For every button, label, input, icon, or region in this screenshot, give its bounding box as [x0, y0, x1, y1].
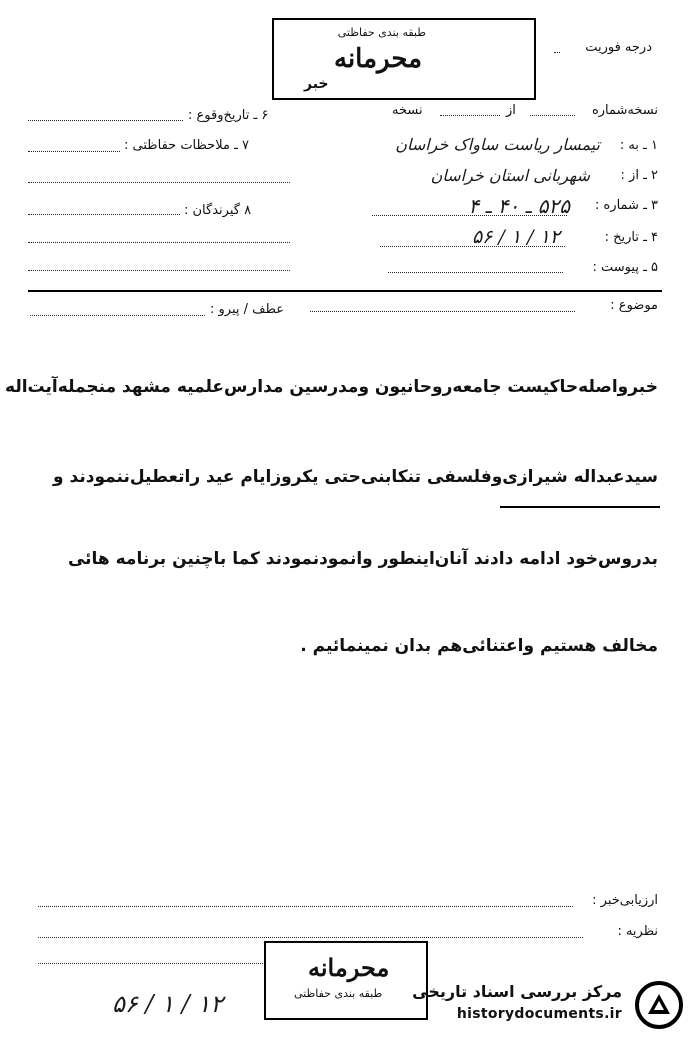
- number-value: ۵۲۵ ـ ۴۰ ـ ۴: [468, 194, 570, 218]
- stamp-bottom-sub: طبقه بندی حفاظتی: [294, 987, 383, 1000]
- subject-line: [310, 311, 575, 312]
- to-value: تیمسار ریاست ساواک خراسان: [395, 135, 600, 154]
- priority-label: درجه فوریت: [585, 40, 652, 55]
- copy-number-line: [530, 115, 575, 116]
- watermark: [405, 978, 690, 1033]
- date-line: [380, 246, 565, 247]
- handwritten-date: ۱۲ / ۱ / ۵۶: [112, 990, 224, 1018]
- attachment-label: ۵ ـ پیوست :: [592, 260, 658, 275]
- number-line: [372, 215, 567, 216]
- copy-number-label: نسخه‌شماره: [591, 103, 658, 118]
- security-notes-label: ۷ ـ ملاحظات حفاظتی :: [124, 138, 249, 153]
- body-line-3: بدروس‌خود ادامه دادند آنان‌اینطور وانمودنمودند کما باچنین برنامه هائی: [67, 549, 658, 569]
- security-notes-line2: [28, 182, 290, 183]
- subject-label: موضوع :: [610, 298, 658, 313]
- archive-logo-icon: [634, 980, 684, 1030]
- body-line-1: خبرواصله‌حاکیست جامعه‌روحانیون ومدرسین مدارس‌علمیه مشهد منجمله‌آیت‌اله: [5, 377, 658, 397]
- recipients-line3: [28, 270, 290, 271]
- copy-label: نسخه: [392, 103, 423, 118]
- from-line: [440, 115, 500, 116]
- opinion-label: نظریه :: [617, 924, 658, 939]
- header-divider: [28, 290, 662, 292]
- classification-stamp-bottom: [264, 941, 428, 1020]
- number-label: ۳ ـ شماره :: [594, 198, 658, 213]
- body-line-4: مخالف هستیم واعتنائی‌هم بدان نمینمائیم .: [300, 636, 658, 656]
- stamp-top-sub: خبر: [304, 76, 329, 92]
- stamp-bottom-main: محرمانه: [308, 953, 390, 982]
- classification-label: طبقه بندی حفاظتی: [337, 26, 426, 39]
- event-date-line: [28, 120, 183, 121]
- date-value: ۱۲ / ۱ / ۵۶: [471, 226, 560, 248]
- sender-value: شهربانی استان خراسان: [430, 166, 590, 185]
- date-label: ۴ ـ تاریخ :: [604, 230, 658, 245]
- opinion-line1: [38, 937, 583, 938]
- from-label: از: [506, 103, 516, 118]
- stamp-top-main: محرمانه: [334, 44, 423, 74]
- classification-stamp-top: [272, 18, 536, 100]
- body-underline: [500, 506, 660, 508]
- watermark-title: مرکز بررسی اسناد تاریخی: [412, 982, 622, 1001]
- watermark-url: historydocuments.ir: [456, 1006, 622, 1022]
- reference-label: عطف / پیرو :: [210, 302, 285, 317]
- opinion-line2: [38, 963, 263, 964]
- security-notes-line1: [28, 151, 120, 152]
- priority-line: [554, 52, 560, 53]
- recipients-line1: [28, 214, 180, 215]
- reference-line: [30, 315, 205, 316]
- evaluation-label: ارزیابی‌خبر :: [592, 893, 658, 908]
- event-date-label: ۶ ـ تاریخ‌وقوع :: [188, 108, 269, 123]
- body-line-2: سیدعبداله شیرازی‌وفلسفی تنکابنی‌حتی یکروزایام عید راتعطیل‌ننمودند و: [53, 467, 658, 487]
- evaluation-line: [38, 906, 573, 907]
- to-label: ۱ ـ به :: [619, 138, 658, 153]
- attachment-line: [388, 272, 563, 273]
- recipients-label: ۸ گیرندگان :: [184, 203, 252, 218]
- recipients-line2: [28, 242, 290, 243]
- sender-label: ۲ ـ از :: [620, 168, 658, 183]
